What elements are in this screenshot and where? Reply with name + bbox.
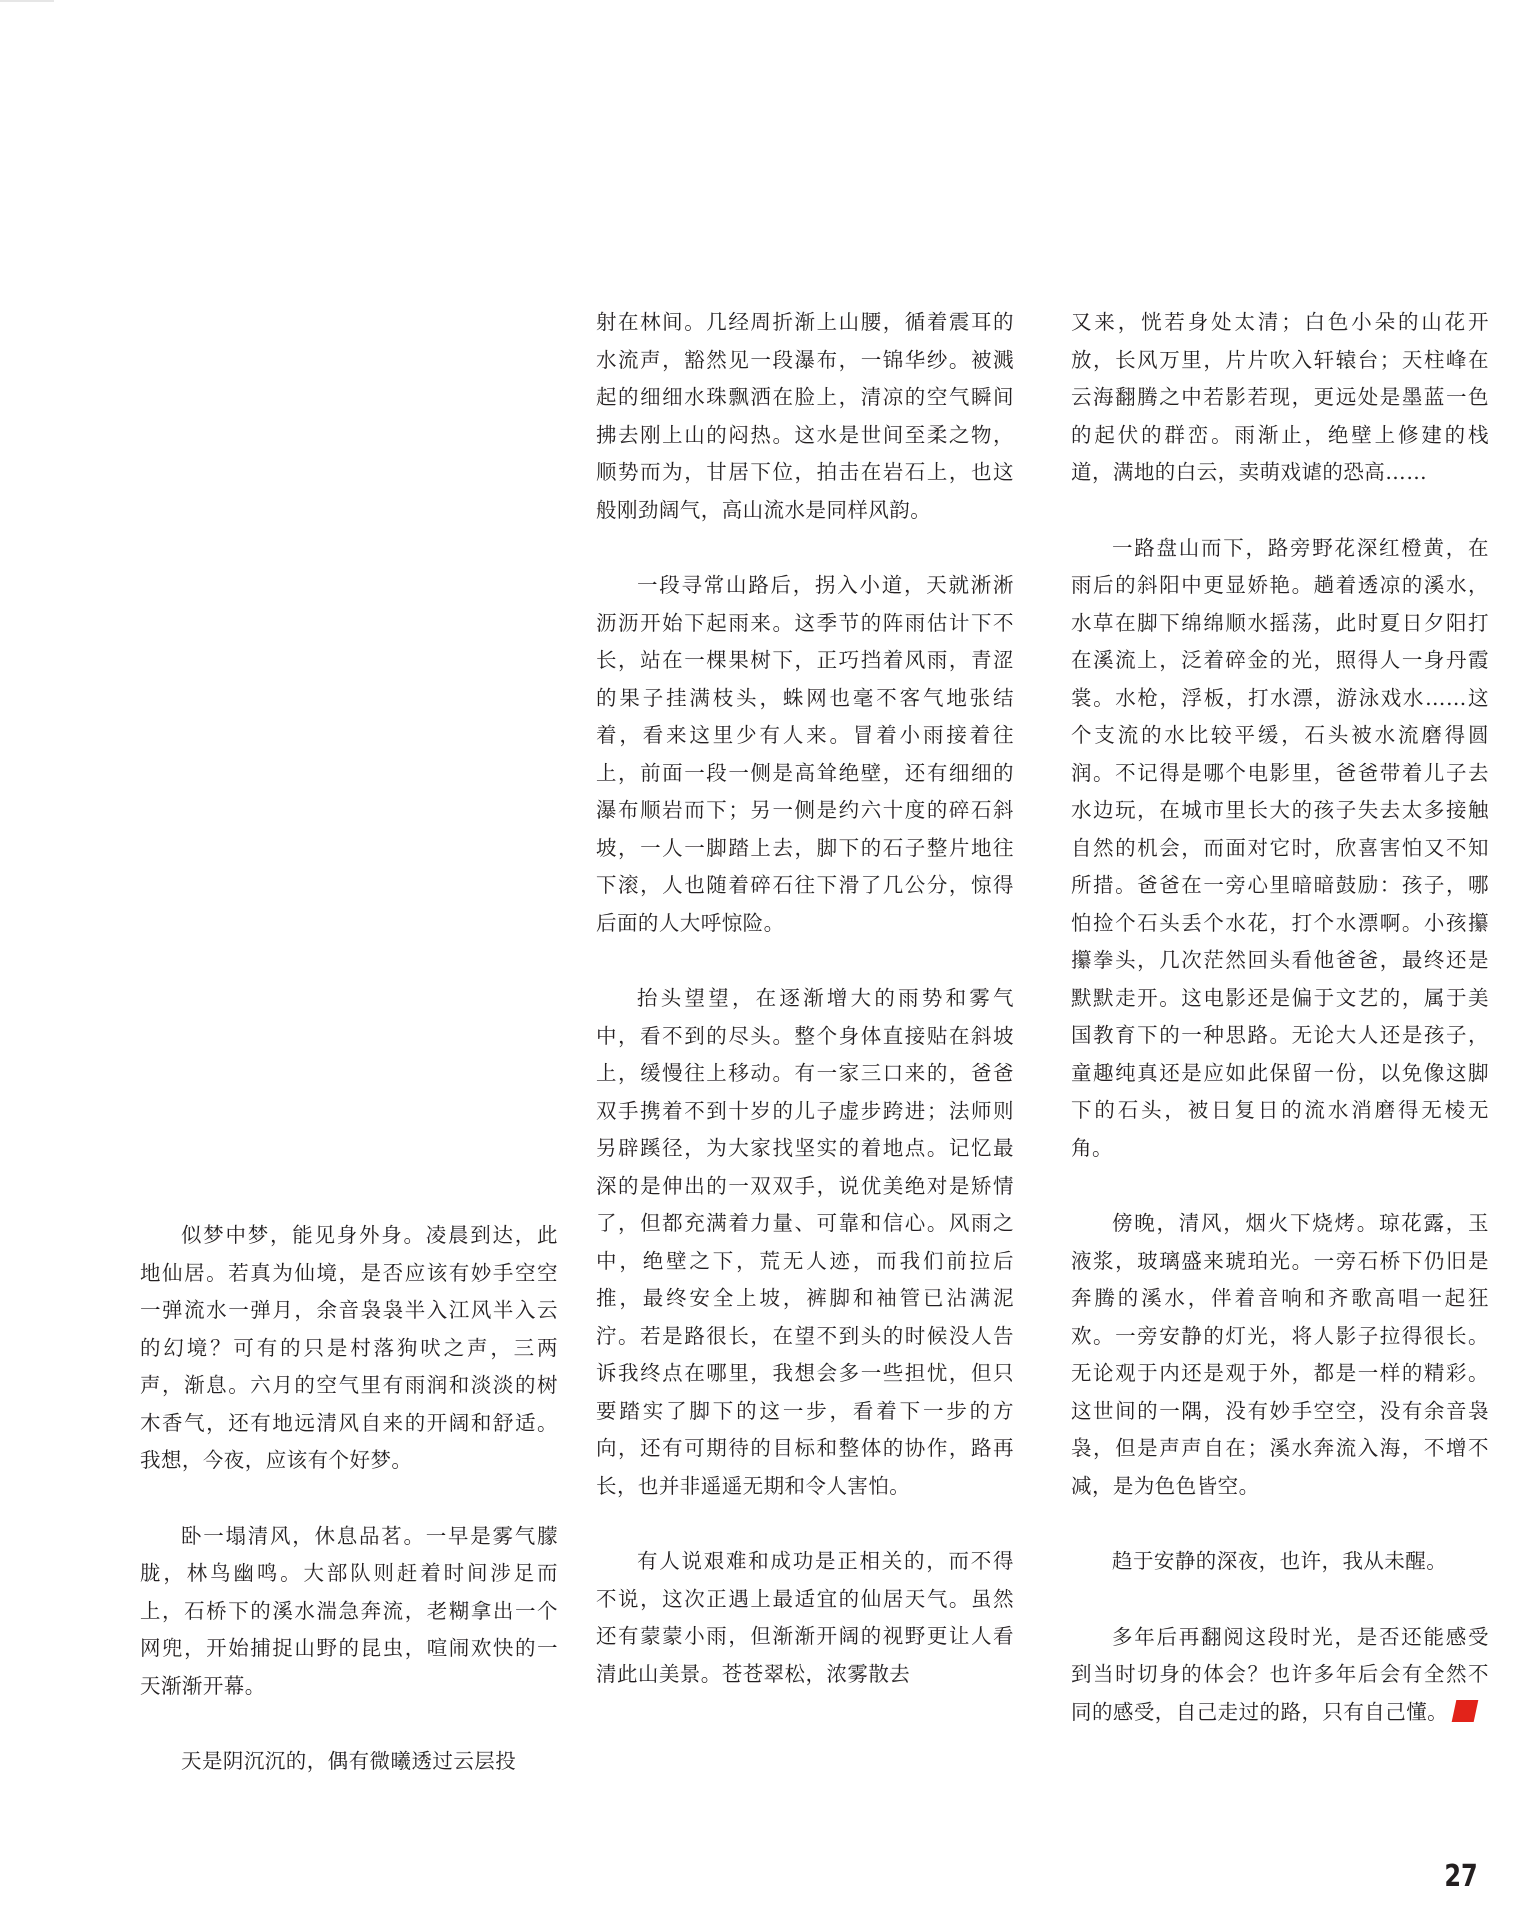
paragraph-continued: 又来，恍若身处太清；白色小朵的山花开放，长风万里，片片吹入轩辕台；天柱峰在云海翻腾之中若影若现，更远处是墨蓝一色的起伏的群峦。雨渐止，绝壁上修建的栈道，满地的白云，卖萌戏谑的恐高…… <box>1071 310 1489 484</box>
page-number: 27 <box>1444 1859 1478 1894</box>
paragraph: 天是阴沉沉的，偶有微曦透过云层投 <box>181 1749 517 1773</box>
paragraph: 似梦中梦，能见身外身。凌晨到达，此地仙居。若真为仙境，是否应该有妙手空空一弹流水一弹月，余音袅袅半入江风半入云的幻境？可有的只是村落狗吠之声，三两声，渐息。六月的空气里有雨润和淡淡的树木香气，还有地远清风自来的开阔和舒适。我想，今夜，应该有个好梦。 <box>140 1223 558 1472</box>
paragraph: 傍晚，清风，烟火下烧烤。琼花露，玉液浆，玻璃盛来琥珀光。一旁石桥下仍旧是奔腾的溪水，伴着音响和齐歌高唱一起狂欢。一旁安静的灯光，将人影子拉得很长。无论观于内还是观于外，都是一样的精彩。这世间的一隅，没有妙手空空，没有余音袅袅，但是声声自在；溪水奔流入海，不增不减，是为色色皆空。 <box>1071 1211 1489 1498</box>
end-mark-icon <box>1452 1699 1513 1722</box>
paragraph: 一路盘山而下，路旁野花深红橙黄，在雨后的斜阳中更显娇艳。趟着透凉的溪水，水草在脚下绵绵顺水摇荡，此时夏日夕阳打在溪流上，泛着碎金的光，照得人一身丹霞裳。水枪，浮板，打水漂，游泳戏水……这个支流的水比较平缓，石头被水流磨得圆润。不记得是哪个电影里，爸爸带着儿子去水边玩，在城市里长大的孩子失去太多接触自然的机会，而面对它时，欣喜害怕又不知所措。爸爸在一旁心里暗暗鼓励：孩子，哪怕捡个石头丢个水花，打个水漂啊。小孩攥攥拳头，几次茫然回头看他爸爸，最终还是默默走开。这电影还是偏于文艺的，属于美国教育下的一种思路。无论大人还是孩子，童趣纯真还是应如此保留一份，以免像这脚下的石头，被日复日的流水消磨得无棱无角。 <box>1071 535 1489 1160</box>
text-column-1 <box>140 1217 558 1819</box>
text-column-3 <box>1071 304 1513 1769</box>
end-mark-letter: F <box>1495 1699 1513 1721</box>
final-text: 多年后再翻阅这段时光，是否还能感受到当时切身的体会？也许多年后会有全然不同的感受，自己走过的路，只有自己懂。 <box>1071 1624 1489 1724</box>
paragraph-continued: 射在林间。几经周折渐上山腰，循着震耳的水流声，豁然见一段瀑布，一锦华纱。被溅起的细细水珠飘洒在脸上，清凉的空气瞬间拂去刚上山的闷热。这水是世间至柔之物，顺势而为，甘居下位，拍击在岩石上，也这般刚劲阔气，高山流水是同样风韵。 <box>596 310 1014 522</box>
text-column-2 <box>596 304 1014 1731</box>
paragraph: 卧一塌清风，休息品茗。一早是雾气朦胧，林鸟幽鸣。大部队则赶着时间涉足而上，石桥下的溪水湍急奔流，老糊拿出一个网兜，开始捕捉山野的昆虫，喧闹欢快的一天渐渐开幕。 <box>140 1523 558 1698</box>
paragraph-final <box>1071 1619 1513 1732</box>
paragraph: 有人说艰难和成功是正相关的，而不得不说，这次正遇上最适宜的仙居天气。虽然还有蒙蒙小雨，但渐渐开阔的视野更让人看清此山美景。苍苍翠松，浓雾散去 <box>596 1549 1014 1686</box>
paragraph: 趋于安静的深夜，也许，我从未醒。 <box>1112 1549 1448 1573</box>
paragraph: 一段寻常山路后，拐入小道，天就淅淅沥沥开始下起雨来。这季节的阵雨估计下不长，站在一棵果树下，正巧挡着风雨，青涩的果子挂满枝头，蛛网也毫不客气地张结着，看来这里少有人来。冒着小雨接着往上，前面一段一侧是高耸绝壁，还有细细的瀑布顺岩而下；另一侧是约六十度的碎石斜坡，一人一脚踏上去，脚下的石子整片地往下滚，人也随着碎石往下滑了几公分，惊得后面的人大呼惊险。 <box>596 573 1014 935</box>
paragraph: 抬头望望，在逐渐增大的雨势和雾气中，看不到的尽头。整个身体直接贴在斜坡上，缓慢往上移动。有一家三口来的，爸爸双手携着不到十岁的儿子虚步跨进；法师则另辟蹊径，为大家找坚实的着地点。记忆最深的是伸出的一双双手，说优美绝对是矫情了，但都充满着力量、可靠和信心。风雨之中，绝壁之下，荒无人迹，而我们前拉后推，最终安全上坡，裤脚和袖管已沾满泥泞。若是路很长，在望不到头的时候没人告诉我终点在哪里，我想会多一些担忧，但只要踏实了脚下的这一步，看着下一步的方向，还有可期待的目标和整体的协作，路再长，也并非遥遥无期和令人害怕。 <box>596 986 1014 1498</box>
corner-mark <box>0 0 54 2</box>
